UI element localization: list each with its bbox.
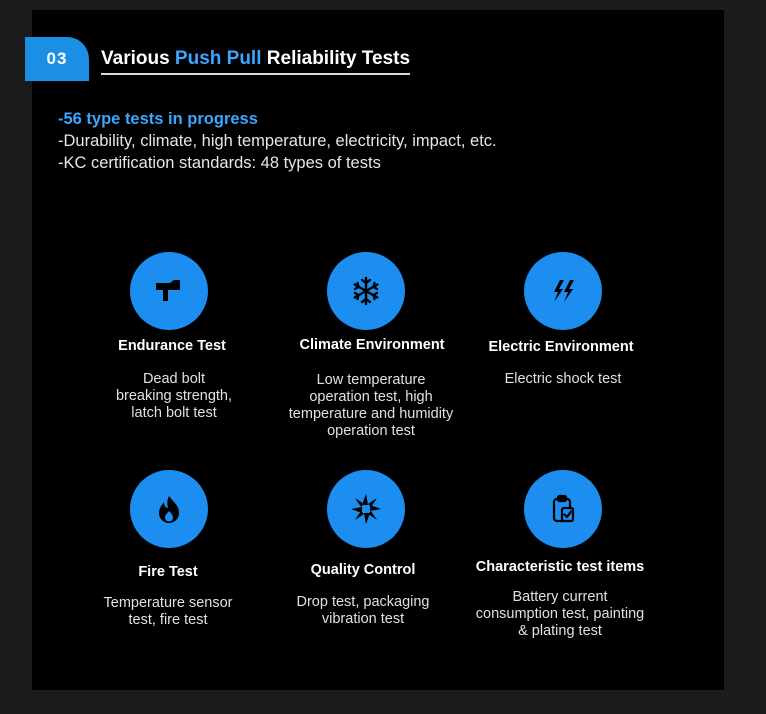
test-label-electric: Electric Environment: [488, 339, 634, 355]
test-desc-quality: Drop test, packaging vibration test: [296, 594, 430, 627]
test-label-fire: Fire Test: [138, 564, 198, 580]
summary-bullets: [58, 108, 497, 174]
title-suffix: Reliability Tests: [261, 48, 411, 69]
flame-icon: [130, 470, 208, 548]
test-desc-electric: Electric shock test: [504, 371, 622, 387]
clipboard-check-icon: [524, 470, 602, 548]
test-desc-climate: Low temperature operation test, high temperature and humidity operation test: [288, 372, 454, 439]
test-label-characteristic: Characteristic test items: [475, 559, 645, 575]
title-prefix: Various: [101, 48, 175, 69]
section-number: 03: [46, 49, 68, 68]
bullet-kc-certification: -KC certification standards: 48 types of tests: [58, 154, 381, 172]
shatter-icon: [327, 470, 405, 548]
test-label-climate: Climate Environment: [299, 337, 445, 353]
test-desc-fire: Temperature sensor test, fire test: [103, 595, 233, 628]
bullet-tests-in-progress: -56 type tests in progress: [58, 110, 258, 128]
test-desc-characteristic: Battery current consumption test, painting & plating test: [475, 589, 645, 639]
section-number-badge: [25, 37, 89, 81]
test-label-quality: Quality Control: [310, 562, 416, 578]
test-label-endurance: Endurance Test: [118, 338, 226, 354]
snowflake-icon: [327, 252, 405, 330]
page-title: [101, 48, 410, 75]
hammer-icon: [130, 252, 208, 330]
title-accent: Push Pull: [174, 48, 262, 69]
bullet-test-categories: -Durability, climate, high temperature, electricity, impact, etc.: [58, 132, 497, 150]
lightning-icon: [524, 252, 602, 330]
test-desc-endurance: Dead bolt breaking strength, latch bolt test: [115, 371, 233, 421]
